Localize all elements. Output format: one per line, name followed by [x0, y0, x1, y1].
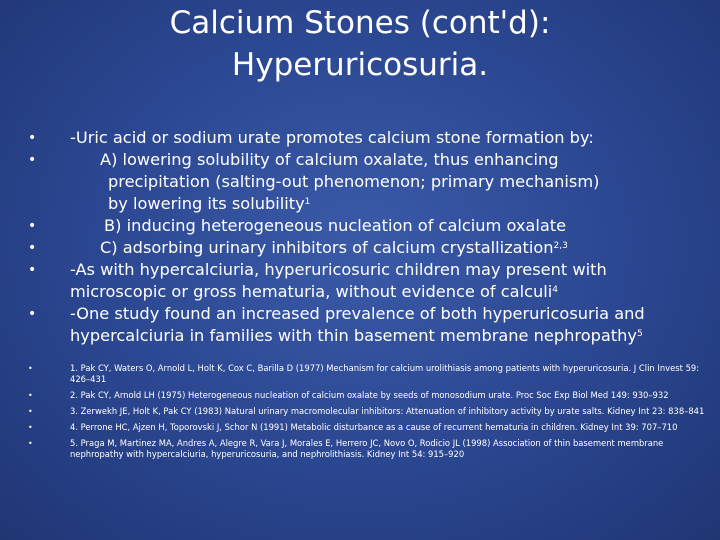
bullet-mechanism-a	[28, 149, 708, 215]
slide-title-line1: Calcium Stones (cont'd):	[169, 5, 551, 41]
bullet-text: • B) inducing heterogeneous nucleation of calcium oxalate	[104, 216, 567, 235]
reference-list	[28, 363, 718, 460]
bullet-text: C) adsorbing urinary inhibitors of calcium crystallization	[100, 238, 554, 257]
bullet-list	[28, 127, 708, 347]
slide-title	[0, 2, 720, 86]
reference-item-2: • 2. Pak CY, Arnold LH (1975) Heterogeneous nucleation of calcium oxalate by seeds of monosodium urate. Proc Soc Exp Biol Med 149: 930–932	[28, 390, 718, 401]
citation-superscript: 1	[304, 197, 311, 207]
reference-item-5: • 5. Praga M, Martinez MA, Andres A, Alegre R, Vara J, Morales E, Herrero JC, Novo O, Rodicio JL (1998) Association of thin basement membrane nephropathy with hypercalciuria, hyperuricosuria, and nephrolithiasis. Kidney Int 54: 915–920	[28, 438, 718, 460]
bullet-text: -As with hypercalciuria, hyperuricosuric children may present with microscopic or gross hematuria, without evidence of calculi	[70, 260, 607, 301]
bullet-text-wrap	[70, 237, 708, 259]
bullet-mechanism-c	[28, 237, 708, 259]
bullet-hematuria	[28, 259, 708, 303]
bullet-text: -One study found an increased prevalence of both hyperuricosuria and hypercalciuria in families with thin basement membrane nephropathy	[70, 304, 645, 345]
reference-item-4: • 4. Perrone HC, Ajzen H, Toporovski J, Schor N (1991) Metabolic disturbance as a cause of recurrent hematuria in children. Kidney Int 39: 707–710	[28, 422, 718, 433]
slide-title-line2: Hyperuricosuria.	[231, 47, 489, 83]
citation-superscript: 2,3	[553, 241, 568, 251]
bullet-text: -Uric acid or sodium urate promotes calcium stone formation by:	[70, 128, 594, 147]
bullet-text-line1: • A) lowering solubility of calcium oxalate, thus enhancing	[100, 150, 559, 169]
citation-superscript: 4	[552, 285, 558, 295]
bullet-text-line3	[70, 193, 708, 215]
bullet-text-line3-words: by lowering its solubility	[108, 194, 305, 213]
citation-superscript: 5	[637, 329, 643, 339]
bullet-family-study	[28, 303, 708, 347]
bullet-mechanism-intro	[28, 127, 708, 149]
bullet-text-line2: precipitation (salting-out phenomenon; primary mechanism)	[108, 172, 600, 191]
reference-item-3: • 3. Zerwekh JE, Holt K, Pak CY (1983) Natural urinary macromolecular inhibitors: Attenuation of inhibitory activity by urate salts. Kidney Int 23: 838–841	[28, 406, 718, 417]
bullet-mechanism-b	[28, 215, 708, 237]
reference-item-1: • 1. Pak CY, Waters O, Arnold L, Holt K, Cox C, Barilla D (1977) Mechanism for calcium urolithiasis among patients with hyperuricosuria. J Clin Invest 59: 426–431	[28, 363, 718, 385]
